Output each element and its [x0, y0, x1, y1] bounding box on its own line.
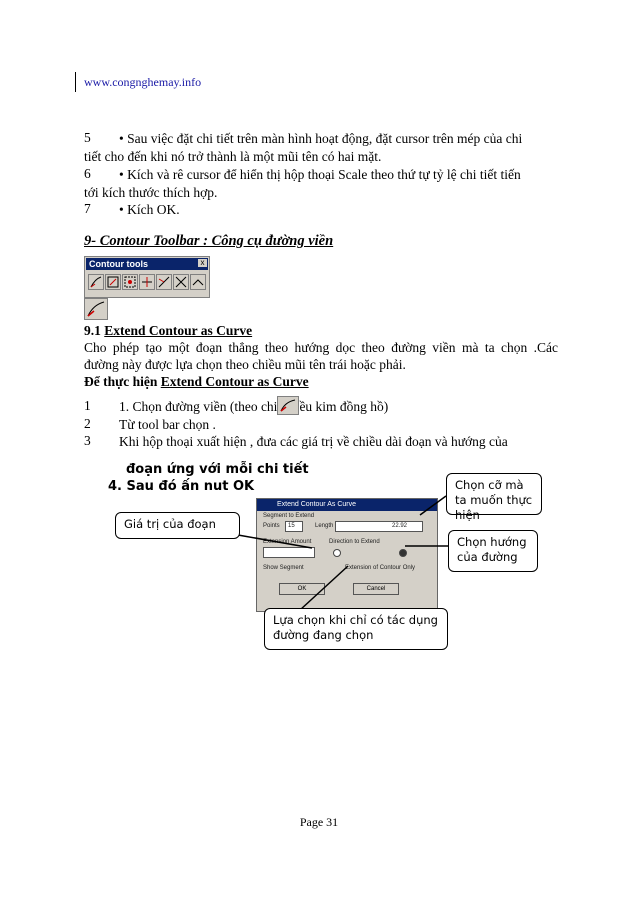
step-text: Từ tool bar chọn . — [119, 417, 216, 432]
cancel-button[interactable]: Cancel — [353, 583, 399, 595]
figure-caption-line: đoạn ứng với mỗi chi tiết — [126, 462, 309, 477]
ok-button[interactable]: OK — [279, 583, 325, 595]
step-text-cont: tiết cho đến khi nó trở thành là một mũi tên có hai mặt. — [84, 149, 382, 164]
step-text-part: ều kim đồng hồ) — [299, 399, 389, 414]
subsection-number: 9.1 — [84, 323, 101, 338]
step-text-cont: tới kích thước thích hợp. — [84, 185, 218, 200]
step-text-part: 1. Chọn đường viền (theo chi — [119, 399, 278, 414]
extension-amount-label: Extension Amount — [263, 539, 312, 545]
callout-direction: Chọn hướng của đường — [448, 530, 538, 572]
header-link[interactable]: www.congnghemay.info — [84, 75, 202, 89]
points-value: 15 — [288, 523, 295, 529]
points-label: Points — [263, 523, 280, 529]
howto-link[interactable]: Extend Contour as Curve — [160, 374, 309, 389]
step-text: • Kích và rê cursor để hiển thị hộp thoại Scale theo thứ tự tỷ lệ chi tiết tiến — [119, 167, 521, 182]
step-text: • Sau việc đặt chi tiết trên màn hình hoạt động, đặt cursor trên mép của chi — [119, 131, 523, 146]
step-text: Khi hộp thoại xuất hiện , đưa các giá trị về chiều dài đoạn và hướng của — [119, 434, 508, 449]
subsection-title-link[interactable]: Extend Contour as Curve — [104, 323, 253, 338]
callout-size: Chọn cỡ mà ta muốn thực hiện — [446, 473, 542, 515]
contour-only-checkbox[interactable]: Extension of Contour Only — [345, 565, 416, 571]
page-number: Page 31 — [299, 815, 339, 829]
toolbar-title: Contour tools — [86, 258, 208, 270]
show-segment-checkbox[interactable]: Show Segment — [263, 565, 304, 571]
direction-label: Direction to Extend — [329, 539, 380, 545]
figure-caption-line: 4. Sau đó ấn nut OK — [108, 479, 255, 494]
paragraph-line: đường này được lựa chọn theo chiều mũi tên trái hoặc phải. — [84, 357, 406, 372]
step-number: 5 — [84, 130, 91, 145]
step-number: 1 — [84, 398, 91, 413]
step-number: 3 — [84, 433, 91, 448]
step-text: • Kích OK. — [119, 202, 180, 217]
callout-option: Lựa chọn khi chỉ có tác dụng đường đang chọn — [264, 608, 448, 650]
step-number: 2 — [84, 416, 91, 431]
length-label: Length — [315, 523, 334, 529]
howto-prefix: Để thực hiện — [84, 374, 161, 389]
length-value: 22.92 — [392, 523, 408, 529]
group-label: Segment to Extend — [263, 513, 315, 519]
toolbar-close-button[interactable]: x — [198, 259, 207, 267]
dialog-title: Extend Contour As Curve — [257, 499, 437, 511]
section-heading: 9- Contour Toolbar : Công cụ đường viền — [84, 233, 334, 249]
paragraph-line: Cho phép tạo một đoạn thẳng theo hướng dọc theo đường viền mà ta chọn .Các — [84, 340, 558, 355]
callout-segment-value: Giá trị của đoạn — [115, 512, 240, 539]
step-number: 6 — [84, 166, 91, 181]
step-number: 7 — [84, 201, 91, 216]
